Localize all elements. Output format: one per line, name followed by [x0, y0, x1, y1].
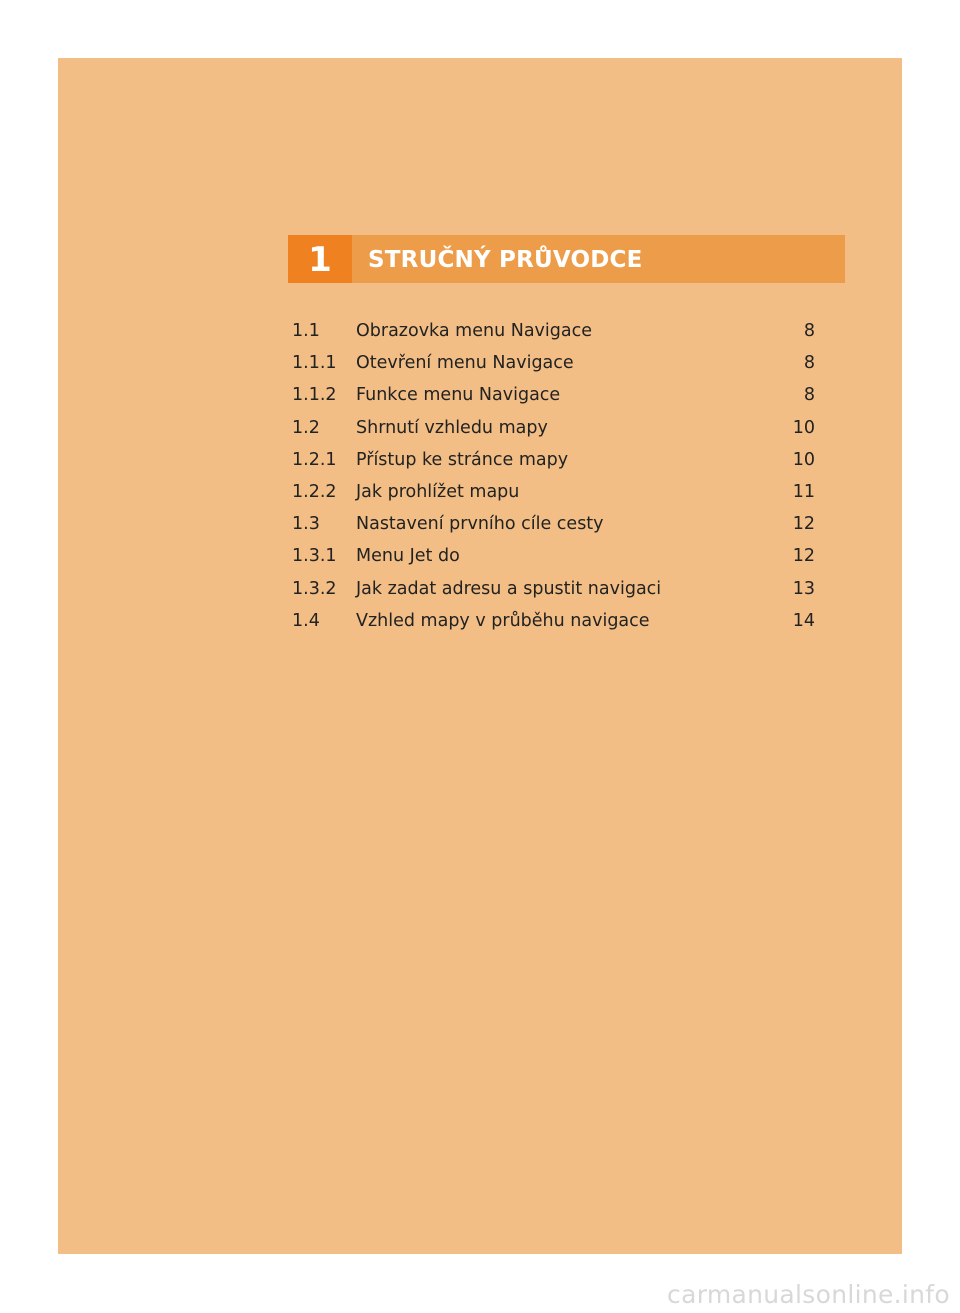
toc-section-number: 1.2.1 — [292, 449, 337, 470]
toc-section-number: 1.2 — [292, 417, 320, 438]
toc-page-number: 8 — [803, 321, 815, 341]
toc-section-number: 1.1.2 — [292, 385, 337, 406]
toc-entry[interactable] — [292, 315, 815, 347]
toc-section-title: Jak zadat adresu a spustit navigaci — [356, 578, 662, 599]
toc-section-title: Funkce menu Navigace — [356, 385, 561, 406]
toc-section-title: Přístup ke stránce mapy — [356, 449, 569, 470]
toc-section-number: 1.1.1 — [292, 353, 337, 374]
toc-entry[interactable] — [292, 444, 815, 476]
toc-section-number: 1.4 — [292, 610, 320, 631]
toc-section-title: Shrnutí vzhledu mapy — [356, 417, 548, 438]
toc-page-number: 10 — [792, 417, 815, 438]
toc-section-number: 1.2.2 — [292, 481, 337, 502]
toc-entry[interactable] — [292, 508, 815, 540]
toc-entry[interactable] — [292, 540, 815, 572]
toc-page-number: 12 — [792, 514, 815, 535]
toc-page-number: 10 — [792, 449, 815, 470]
toc-page-number: 13 — [792, 578, 815, 599]
toc-section-title: Obrazovka menu Navigace — [356, 321, 592, 341]
toc-entry[interactable] — [292, 573, 815, 605]
toc-section-number: 1.3.1 — [292, 546, 337, 567]
toc-entry[interactable] — [292, 605, 815, 637]
toc-entry[interactable] — [292, 347, 815, 379]
toc-section-title: Menu Jet do — [356, 546, 460, 567]
toc-section-number: 1.1 — [292, 321, 320, 341]
toc-page-number: 8 — [803, 353, 815, 374]
toc-section-number: 1.3.2 — [292, 578, 337, 599]
toc-entry[interactable] — [292, 379, 815, 411]
toc-page-number: 12 — [792, 546, 815, 567]
toc-section-title: Nastavení prvního cíle cesty — [356, 514, 604, 535]
toc-page-number: 11 — [792, 481, 815, 502]
toc-entry[interactable] — [292, 412, 815, 444]
chapter-title: STRUČNÝ PRŮVODCE — [368, 247, 643, 273]
toc-section-title: Vzhled mapy v průběhu navigace — [356, 610, 650, 631]
toc-page-number: 14 — [792, 610, 815, 631]
toc-section-number: 1.3 — [292, 514, 320, 535]
chapter-header — [288, 235, 845, 283]
toc-entry[interactable] — [292, 476, 815, 508]
chapter-number: 1 — [288, 235, 352, 283]
table-of-contents — [292, 315, 815, 637]
toc-section-title: Jak prohlížet mapu — [356, 481, 520, 502]
watermark: carmanualsonline.info — [667, 1280, 950, 1309]
toc-page-number: 8 — [803, 385, 815, 406]
toc-section-title: Otevření menu Navigace — [356, 353, 574, 374]
